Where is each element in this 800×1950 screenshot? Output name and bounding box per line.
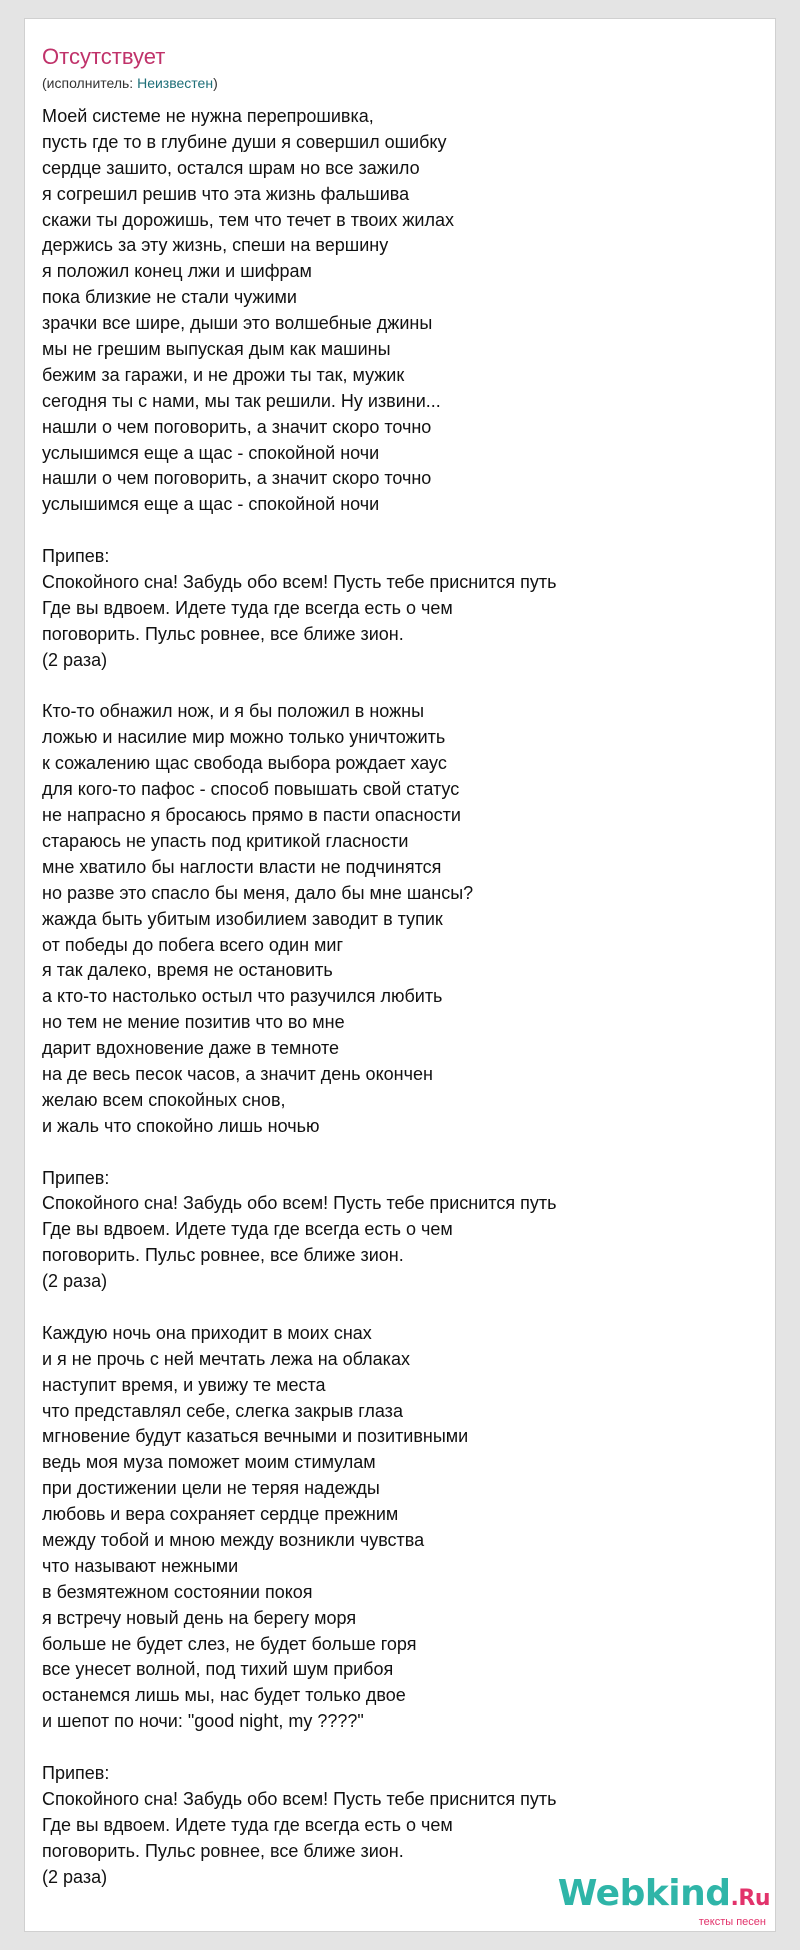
site-logo[interactable] (558, 1875, 770, 1928)
logo-main: Webkind (557, 1873, 731, 1914)
lyrics-line: и жаль что спокойно лишь ночью (42, 1115, 320, 1136)
lyrics-line: Где вы вдвоем. Идете туда где всегда есть о чем (42, 1814, 453, 1835)
lyrics-line: от победы до побега всего один миг (42, 934, 344, 955)
lyrics-line: нашли о чем поговорить, а значит скоро точно (42, 468, 432, 489)
lyrics-line: Припев: (42, 546, 110, 567)
lyrics-line: сегодня ты с нами, мы так решили. Ну извини... (42, 390, 441, 411)
lyrics-line: жажда быть убитым изобилием заводит в тупик (42, 908, 443, 929)
lyrics-line: Каждую ночь она приходит в моих снах (42, 1322, 372, 1343)
lyrics-line: услышимся еще а щас - спокойной ночи (42, 442, 380, 463)
lyrics-line: наступит время, и увижу те места (42, 1374, 326, 1395)
song-title: Отсутствует (42, 44, 166, 69)
lyrics-line: Спокойного сна! Забудь обо всем! Пусть тебе приснится путь (42, 1193, 557, 1214)
lyrics-line: сердце зашито, остался шрам но все зажило (42, 157, 420, 178)
lyrics-line: и шепот по ночи: "good night, my ????" (42, 1711, 364, 1732)
lyrics-line: при достижении цели не теряя надежды (42, 1478, 380, 1499)
lyrics-line: в безмятежном состоянии покоя (42, 1581, 313, 1602)
lyrics-line: Моей системе не нужна перепрошивка, (42, 106, 374, 126)
artist-prefix: (исполнитель: (42, 75, 138, 91)
lyrics-line: услышимся еще а щас - спокойной ночи (42, 494, 380, 515)
lyrics-line: я встречу новый день на берегу моря (42, 1607, 357, 1628)
lyrics-line: поговорить. Пульс ровнее, все ближе зион. (42, 1840, 404, 1861)
lyrics-line: любовь и вера сохраняет сердце прежним (42, 1504, 399, 1525)
artist-line (42, 74, 218, 92)
lyrics-line: я положил конец лжи и шифрам (42, 261, 312, 282)
lyrics-body (42, 104, 762, 1890)
lyrics-line: поговорить. Пульс ровнее, все ближе зион. (42, 623, 404, 644)
lyrics-line: Где вы вдвоем. Идете туда где всегда есть о чем (42, 597, 453, 618)
lyrics-line: мгновение будут казаться вечными и позитивными (42, 1426, 469, 1447)
lyrics-line: бежим за гаражи, и не дрожи ты так, мужик (42, 364, 405, 385)
lyrics-line: но разве это спасло бы меня, дало бы мне шансы? (42, 882, 474, 903)
artist-link[interactable]: Неизвестен (137, 75, 214, 91)
lyrics-line: Припев: (42, 1763, 110, 1783)
lyrics-line: пусть где то в глубине души я совершил ошибку (42, 131, 447, 152)
lyrics-line: Спокойного сна! Забудь обо всем! Пусть тебе приснится путь (42, 1788, 557, 1809)
lyrics-line: стараюсь не упасть под критикой гласности (42, 830, 409, 851)
logo-wordmark (558, 1875, 770, 1918)
lyrics-line: держись за эту жизнь, спеши на вершину (42, 235, 389, 256)
lyrics-line: не напрасно я бросаюсь прямо в пасти опасности (42, 805, 461, 826)
lyrics-line: я так далеко, время не остановить (42, 960, 333, 981)
lyrics-blank-line (42, 674, 762, 700)
lyrics-line: а кто-то настолько остыл что разучился любить (42, 986, 443, 1007)
lyrics-line: пока близкие не стали чужими (42, 287, 297, 308)
lyrics-line: (2 раза) (42, 1866, 108, 1887)
lyrics-line: (2 раза) (42, 649, 108, 670)
lyrics-line: (2 раза) (42, 1271, 108, 1292)
lyrics-line: между тобой и мною между возникли чувства (42, 1529, 425, 1550)
lyrics-line: дарит вдохновение даже в темноте (42, 1038, 339, 1059)
lyrics-line: останемся лишь мы, нас будет только двое (42, 1685, 406, 1706)
lyrics-line: Где вы вдвоем. Идете туда где всегда есть о чем (42, 1219, 453, 1240)
lyrics-line: но тем не мение позитив что во мне (42, 1012, 345, 1033)
lyrics-line: скажи ты дорожишь, тем что течет в твоих жилах (42, 209, 455, 230)
lyrics-line: для кого-то пафос - способ повышать свой статус (42, 779, 460, 800)
logo-suffix: .Ru (730, 1886, 770, 1911)
lyrics-line: к сожалению щас свобода выбора рождает хаус (42, 753, 447, 774)
lyrics-line: Припев: (42, 1167, 110, 1188)
logo-tagline: тексты песен (698, 1916, 766, 1928)
lyrics-line: нашли о чем поговорить, а значит скоро точно (42, 416, 432, 437)
artist-suffix: ) (213, 75, 218, 91)
lyrics-line: и я не прочь с ней мечтать лежа на облаках (42, 1348, 410, 1369)
lyrics-line: поговорить. Пульс ровнее, все ближе зион. (42, 1245, 404, 1266)
lyrics-blank-line (42, 1735, 762, 1761)
lyrics-line: что представлял себе, слегка закрыв глаза (42, 1400, 403, 1421)
lyrics-line: ложью и насилие мир можно только уничтожить (42, 727, 446, 748)
lyrics-line: на де весь песок часов, а значит день окончен (42, 1063, 433, 1084)
lyrics-blank-line (42, 518, 762, 544)
lyrics-line: все унесет волной, под тихий шум прибоя (42, 1659, 394, 1680)
lyrics-blank-line (42, 1140, 762, 1166)
lyrics-line: ведь моя муза поможет моим стимулам (42, 1452, 376, 1473)
lyrics-line: я согрешил решив что эта жизнь фальшива (42, 183, 410, 204)
lyrics-line: зрачки все шире, дыши это волшебные джины (42, 313, 433, 334)
lyrics-line: Спокойного сна! Забудь обо всем! Пусть тебе приснится путь (42, 572, 557, 593)
lyrics-line: больше не будет слез, не будет больше горя (42, 1633, 417, 1654)
lyrics-line: желаю всем спокойных снов, (42, 1089, 286, 1110)
lyrics-blank-line (42, 1295, 762, 1321)
lyrics-line: мне хватило бы наглости власти не подчинятся (42, 856, 442, 877)
lyrics-line: мы не грешим выпуская дым как машины (42, 339, 391, 360)
lyrics-line: что называют нежными (42, 1555, 239, 1576)
lyrics-line: Кто-то обнажил нож, и я бы положил в ножны (42, 701, 425, 722)
